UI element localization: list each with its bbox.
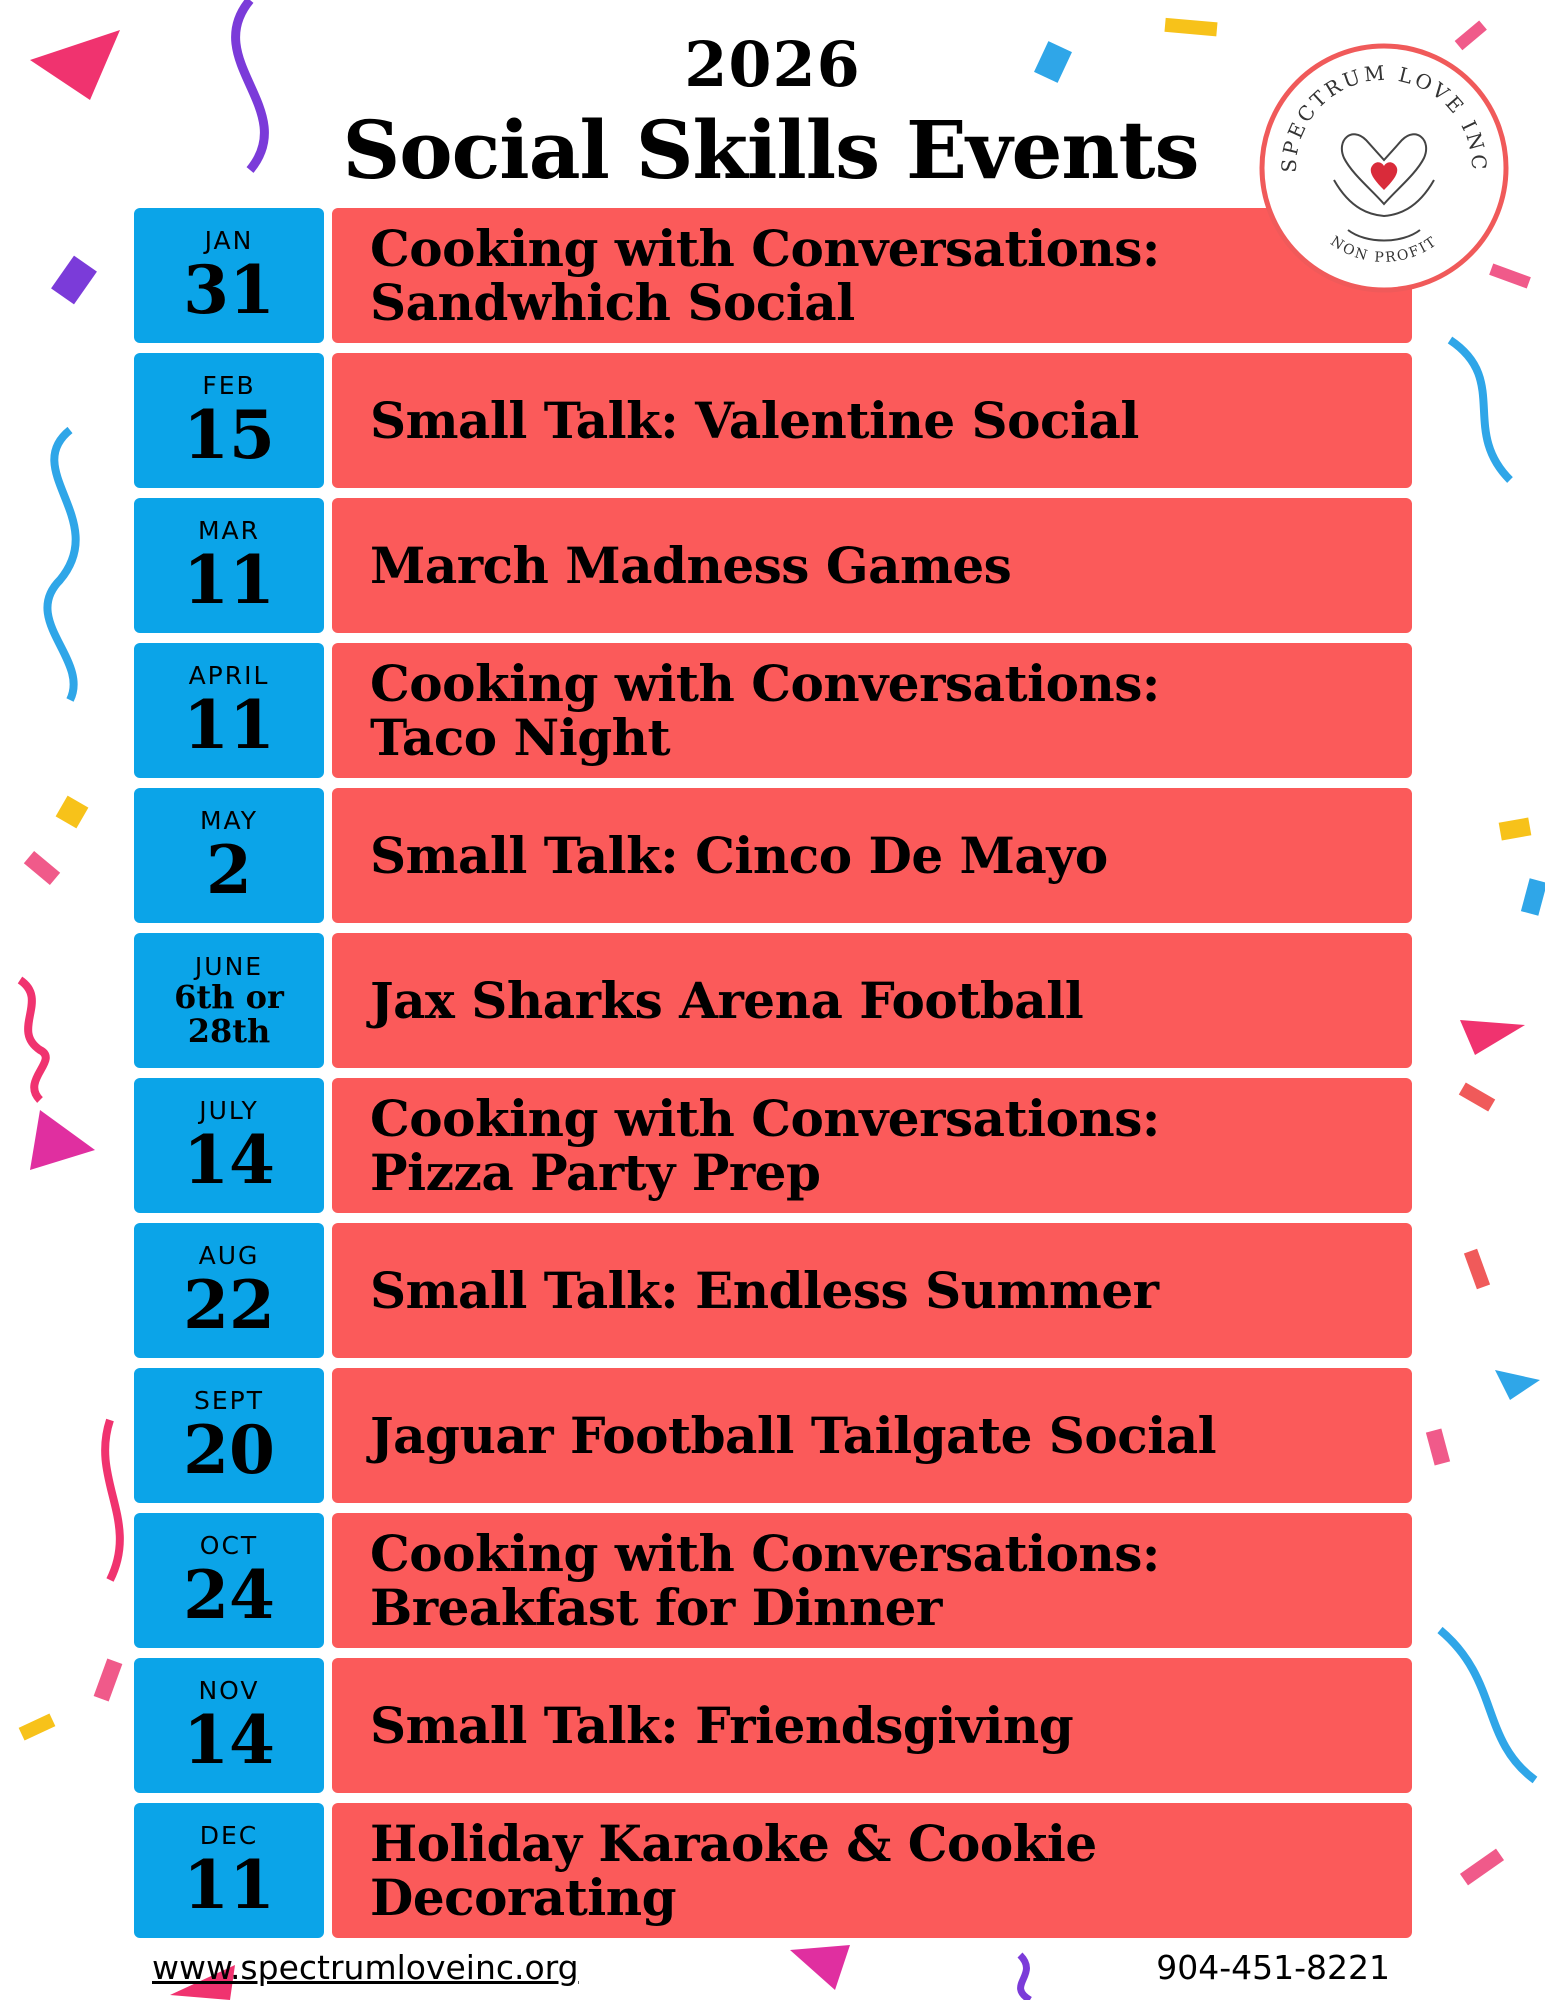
event-date — [134, 1368, 324, 1503]
spectrum-love-logo — [1256, 40, 1512, 296]
event-title-box — [332, 353, 1412, 488]
event-title-box — [332, 498, 1412, 633]
event-row — [134, 1078, 1412, 1213]
event-title-box — [332, 1368, 1412, 1503]
event-day: 24 — [183, 1555, 275, 1634]
event-row — [134, 643, 1412, 778]
event-row — [134, 933, 1412, 1068]
event-title: March Madness Games — [370, 535, 1012, 595]
event-date — [134, 498, 324, 633]
logo-top-text: SPECTRUM LOVE INC — [1276, 60, 1492, 174]
confetti-piece — [30, 1110, 95, 1170]
event-title-box — [332, 1513, 1412, 1648]
event-day: 31 — [183, 250, 275, 329]
poster-year: 2026 — [684, 28, 861, 101]
event-row — [134, 788, 1412, 923]
event-row — [134, 1223, 1412, 1358]
event-month: JULY — [199, 1095, 259, 1125]
event-date — [134, 643, 324, 778]
event-month: DEC — [199, 1820, 259, 1850]
poster-title-text: Social Skills Events — [342, 103, 1199, 197]
confetti-piece — [1426, 1429, 1450, 1466]
event-title: Small Talk: Cinco De Mayo — [370, 825, 1108, 885]
event-date — [134, 1803, 324, 1938]
event-date — [134, 788, 324, 923]
event-day: 15 — [183, 395, 275, 474]
event-month: MAY — [199, 805, 258, 835]
event-day: 14 — [183, 1700, 275, 1779]
event-title: Cooking with Conversations: Sandwhich Social — [370, 218, 1160, 332]
event-row — [134, 1368, 1412, 1503]
confetti-ribbon — [1440, 1630, 1535, 1780]
confetti-piece — [1521, 878, 1545, 916]
confetti-piece — [24, 851, 60, 885]
event-month: OCT — [199, 1530, 259, 1560]
confetti-piece — [1495, 1370, 1540, 1400]
event-date — [134, 1078, 324, 1213]
confetti-piece — [94, 1658, 123, 1701]
event-month: FEB — [202, 370, 256, 400]
event-title: Cooking with Conversations: Taco Night — [370, 653, 1160, 767]
confetti-piece — [1499, 818, 1532, 841]
event-title: Jax Sharks Arena Football — [370, 970, 1084, 1030]
confetti-piece — [19, 1713, 56, 1740]
confetti-ribbon — [20, 980, 46, 1100]
logo-bottom-text: NON PROFIT — [1327, 233, 1441, 267]
event-month: APRIL — [188, 660, 270, 690]
event-title: Small Talk: Valentine Social — [370, 390, 1139, 450]
event-title: Cooking with Conversations: Pizza Party Prep — [370, 1088, 1160, 1202]
event-month: SEPT — [193, 1385, 264, 1415]
confetti-piece — [1459, 1082, 1495, 1111]
event-month: MAR — [197, 515, 261, 545]
confetti-ribbon — [1450, 340, 1510, 480]
event-day: 11 — [183, 685, 275, 764]
event-row — [134, 1658, 1412, 1793]
event-title: Jaguar Football Tailgate Social — [370, 1405, 1217, 1465]
confetti-piece — [790, 1945, 850, 1990]
event-date — [134, 353, 324, 488]
confetti-ribbon — [1020, 1955, 1030, 2000]
event-day: 2 — [206, 830, 252, 909]
event-title-box — [332, 208, 1412, 343]
confetti-piece — [1464, 1249, 1490, 1289]
event-title: Small Talk: Friendsgiving — [370, 1695, 1074, 1755]
event-title-box — [332, 643, 1412, 778]
confetti-ribbon — [47, 430, 75, 700]
website-link[interactable]: www.spectrumloveinc.org — [152, 1948, 579, 1987]
confetti-piece — [1460, 1020, 1525, 1055]
event-title-box — [332, 1658, 1412, 1793]
event-title-box — [332, 1078, 1412, 1213]
event-title-box — [332, 1803, 1412, 1938]
event-title: Holiday Karaoke & Cookie Decorating — [370, 1813, 1097, 1927]
event-date — [134, 208, 324, 343]
event-title-box — [332, 1223, 1412, 1358]
event-row — [134, 208, 1412, 343]
event-day: 11 — [183, 540, 275, 619]
event-title-box — [332, 933, 1412, 1068]
event-row — [134, 498, 1412, 633]
event-date — [134, 1513, 324, 1648]
event-day: 20 — [183, 1410, 275, 1489]
event-month: JAN — [204, 225, 254, 255]
confetti-ribbon — [105, 1420, 120, 1580]
event-date — [134, 1658, 324, 1793]
event-date — [134, 933, 324, 1068]
event-row — [134, 1803, 1412, 1938]
event-day: 14 — [183, 1120, 275, 1199]
event-month: AUG — [198, 1240, 260, 1270]
phone-number: 904-451-8221 — [1156, 1948, 1390, 1987]
event-day: 22 — [183, 1265, 275, 1344]
event-row — [134, 353, 1412, 488]
confetti-piece — [1460, 1849, 1504, 1886]
event-month: NOV — [198, 1675, 260, 1705]
confetti-piece — [51, 256, 97, 305]
event-date — [134, 1223, 324, 1358]
event-title: Cooking with Conversations: Breakfast for Dinner — [370, 1523, 1160, 1637]
event-row — [134, 1513, 1412, 1648]
event-title: Small Talk: Endless Summer — [370, 1260, 1159, 1320]
event-day: 11 — [183, 1845, 275, 1924]
event-month: JUNE — [194, 951, 264, 981]
confetti-piece — [56, 796, 89, 829]
event-day: 6th or 28th — [174, 977, 284, 1050]
event-title-box — [332, 788, 1412, 923]
